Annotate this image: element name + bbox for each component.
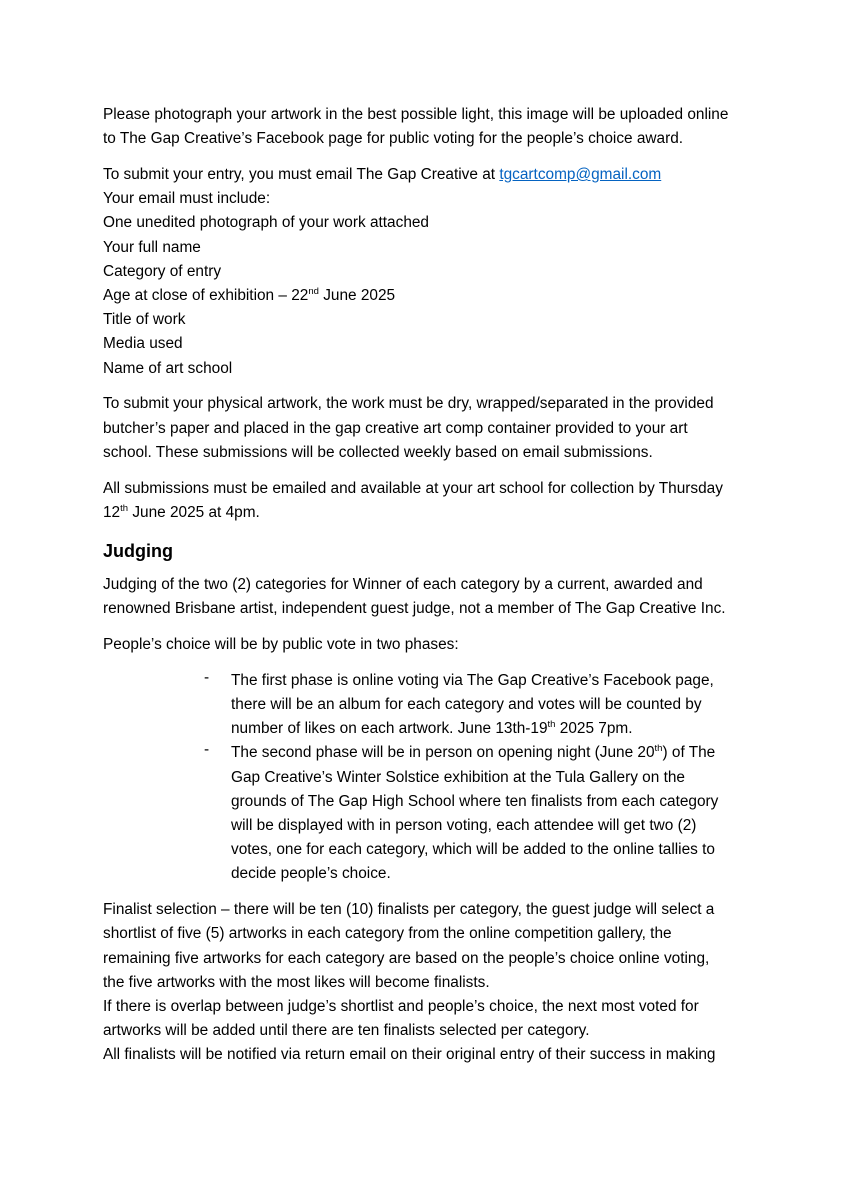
- submit-instruction: [103, 166, 661, 183]
- phase-one-line: [231, 720, 633, 737]
- email-link[interactable]: tgcartcomp@gmail.com: [499, 166, 662, 183]
- requirement-photo: One unedited photograph of your work attached: [103, 214, 429, 232]
- phase-two-line: votes, one for each category, which will be added to the online tallies to: [231, 841, 715, 859]
- phase-two-line: Gap Creative’s Winter Solstice exhibition at the Tula Gallery on the: [231, 768, 685, 786]
- finalist-line: remaining five artworks for each category are based on the people’s choice online voting,: [103, 949, 710, 967]
- phase-two-opening-end: ) of The: [662, 744, 716, 762]
- deadline-paragraph: [103, 477, 753, 525]
- intro-line: Please photograph your artwork in the best possible light, this image will be uploaded online: [103, 106, 729, 123]
- requirement-art-school: Name of art school: [103, 359, 233, 377]
- intro-paragraph: [103, 103, 753, 151]
- requirement-category: Category of entry: [103, 262, 222, 280]
- deadline-day: 12: [103, 503, 121, 521]
- requirement-full-name: Your full name: [103, 238, 201, 256]
- finalist-line: Finalist selection – there will be ten (10) finalists per category, the guest judge will select a: [103, 901, 715, 919]
- finalist-line: shortlist of five (5) artworks in each category from the online competition gallery, the: [103, 925, 672, 943]
- requirement-age: [103, 287, 395, 304]
- bullet-dash: -: [204, 668, 210, 686]
- finalist-selection-paragraph: [103, 898, 753, 1067]
- phase-one-line: there will be an album for each category and votes will be counted by: [231, 696, 702, 714]
- finalist-line: All finalists will be notified via return email on their original entry of their success in making: [103, 1046, 716, 1064]
- judging-line: Judging of the two (2) categories for Winner of each category by a current, awarded and: [103, 576, 703, 594]
- requirement-media: Media used: [103, 335, 183, 353]
- finalist-line: artworks will be added until there are ten finalists selected per category.: [103, 1022, 590, 1040]
- phase-one-dates: number of likes on each artwork. June 13th-19: [231, 720, 548, 738]
- phase-two-line: will be displayed with in person voting, each attendee will get two (2): [231, 817, 697, 835]
- physical-artwork-paragraph: [103, 392, 753, 465]
- judging-paragraph: [103, 573, 753, 621]
- phase-one-time: 2025 7pm.: [555, 720, 633, 738]
- document-body: [103, 103, 753, 1079]
- ordinal-suffix: th: [654, 743, 663, 755]
- list-item-phase-two: [103, 741, 753, 886]
- deadline-line: All submissions must be emailed and available at your art school for collection by Thursday: [103, 479, 723, 497]
- ordinal-suffix: th: [120, 502, 129, 514]
- intro-line: to The Gap Creative’s Facebook page for public voting for the people’s choice award.: [103, 130, 684, 148]
- ordinal-suffix: nd: [308, 286, 319, 298]
- requirement-title: Title of work: [103, 311, 186, 329]
- phase-two-line: decide people’s choice.: [231, 865, 391, 883]
- phase-two-opening: The second phase will be in person on opening night (June 20: [231, 744, 655, 762]
- deadline-date: [103, 504, 260, 521]
- voting-phases-list: [103, 669, 753, 887]
- physical-line: To submit your physical artwork, the work must be dry, wrapped/separated in the provided: [103, 395, 714, 413]
- peoples-choice-intro: [103, 633, 753, 657]
- peoples-choice-line: People’s choice will be by public vote in two phases:: [103, 636, 459, 654]
- list-item-phase-one: [103, 669, 753, 742]
- submit-instruction-text: To submit your entry, you must email The Gap Creative at: [103, 166, 500, 183]
- bullet-dash: -: [204, 741, 210, 759]
- deadline-rest: June 2025 at 4pm.: [128, 503, 260, 521]
- requirement-age-date: June 2025: [318, 287, 396, 305]
- finalist-line: If there is overlap between judge’s shortlist and people’s choice, the next most voted for: [103, 998, 699, 1016]
- physical-line: school. These submissions will be collected weekly based on email submissions.: [103, 443, 653, 461]
- judging-heading: Judging: [103, 541, 173, 562]
- ordinal-suffix: th: [547, 719, 556, 731]
- email-requirements-label: Your email must include:: [103, 190, 271, 208]
- judging-line: renowned Brisbane artist, independent guest judge, not a member of The Gap Creative Inc.: [103, 600, 726, 618]
- finalist-line: the five artworks with the most likes will become finalists.: [103, 973, 490, 991]
- requirement-age-text: Age at close of exhibition – 22: [103, 287, 309, 305]
- phase-one-line: The first phase is online voting via The Gap Creative’s Facebook page,: [231, 671, 714, 689]
- physical-line: butcher’s paper and placed in the gap creative art comp container provided to your art: [103, 419, 688, 437]
- submit-email-paragraph: [103, 163, 753, 381]
- phase-two-line: [231, 744, 715, 761]
- phase-two-line: grounds of The Gap High School where ten finalists from each category: [231, 792, 719, 810]
